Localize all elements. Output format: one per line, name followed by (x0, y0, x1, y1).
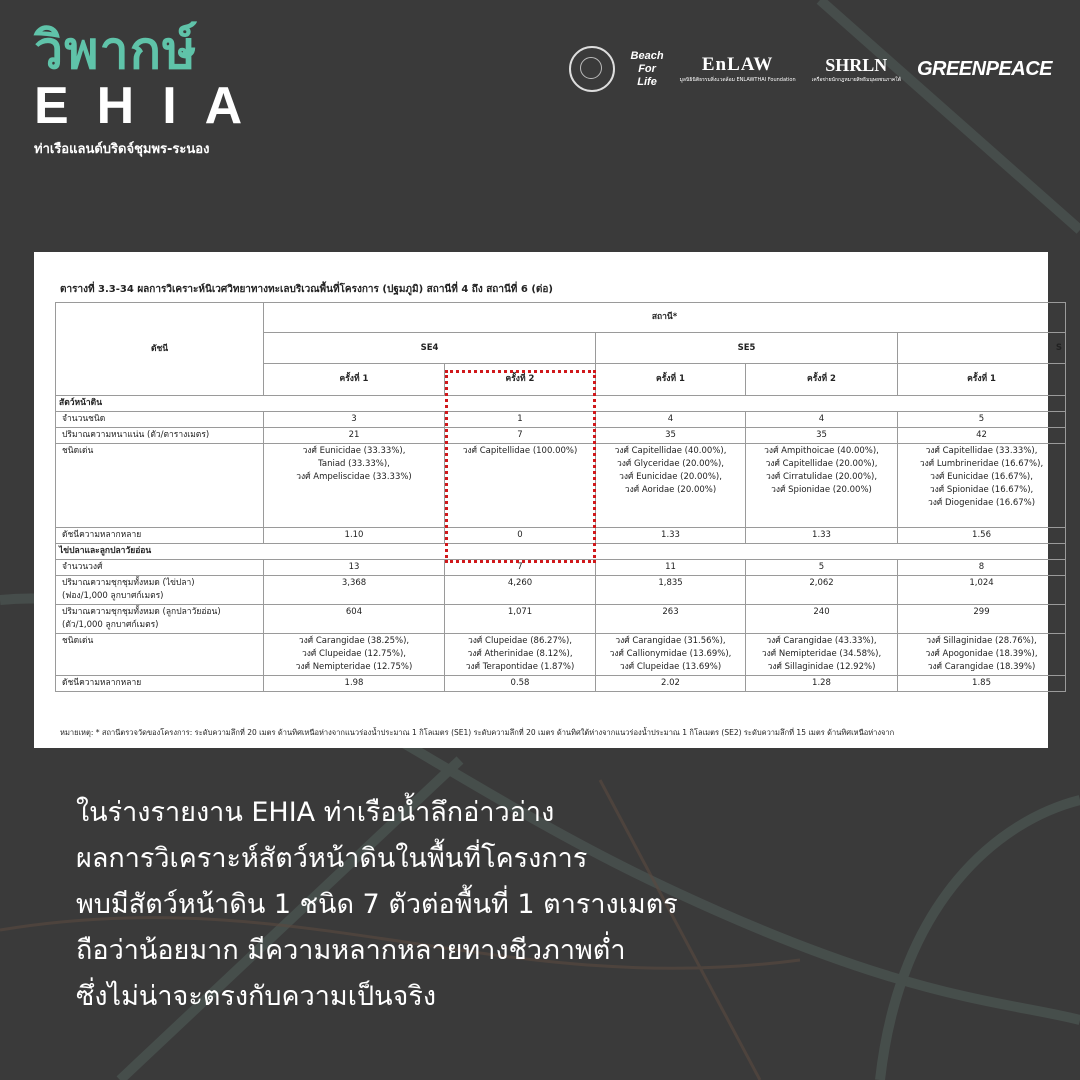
table-row: ปริมาณความชุกชุมทั้งหมด (ไข่ปลา) (ฟอง/1,000 ลูกบาศก์เมตร) 3,368 4,260 1,835 2,062 1,024 (56, 576, 1066, 605)
university-seal-icon (569, 46, 615, 92)
header-round: ครั้งที่ 2 (445, 364, 596, 396)
table-row: ชนิดเด่น วงศ์ Carangidae (38.25%), วงศ์ Clupeidae (12.75%), วงศ์ Nemipteridae (12.75%) วงศ์ Clupeidae (86.27%), วงศ์ Atherinidae (8.12%), วงศ์ Terapontidae (1.87%) วงศ์ Carangidae (31.56%), วงศ์ Callionymidae (13.69%), วงศ์ Clupeidae (13.69%) วงศ์ Carangidae (43.33%), วงศ์ Nemipteridae (34.58%), วงศ์ Sillaginidae (12.92%) วงศ์ Sillaginidae (28.76%), วงศ์ Apogonidae (18.39%), วงศ์ Carangidae (18.39%) (56, 634, 1066, 676)
caption-line: ผลการวิเคราะห์สัตว์หน้าดินในพื้นที่โครงการ (76, 843, 588, 874)
table-row: ดัชนีความหลากหลาย 1.98 0.58 2.02 1.28 1.85 (56, 676, 1066, 692)
section-benthos: สัตว์หน้าดิน (56, 396, 1066, 412)
brand-title-thai: วิพากษ์ (34, 21, 198, 81)
beach-for-life-logo: Beach For Life (630, 49, 664, 88)
header-se4: SE4 (264, 333, 596, 364)
shrln-logo: SHRLN เครือข่ายนักกฎหมายสิทธิมนุษยชนภาคใต้ (811, 54, 901, 83)
caption-line: ซึ่งไม่น่าจะตรงกับความเป็นจริง (76, 981, 437, 1012)
table-row: ดัชนีความหลากหลาย 1.10 0 1.33 1.33 1.56 (56, 528, 1066, 544)
brand-logo (34, 22, 270, 159)
enlaw-logo: EnLAW มูลนิธินิติธรรมสิ่งแวดล้อม ENLAWTHAI Foundation (679, 54, 796, 83)
table-row: จำนวนชนิด 3 1 4 4 5 (56, 412, 1066, 428)
document-table-image (34, 252, 1063, 748)
brand-subtitle: ท่าเรือแลนด์บริดจ์ชุมพร-ระนอง (34, 142, 210, 157)
header-round: ครั้งที่ 1 (264, 364, 445, 396)
caption-line: ถือว่าน้อยมาก มีความหลากหลายทางชีวภาพต่ำ (76, 935, 626, 966)
header-round: ครั้งที่ 2 (746, 364, 898, 396)
header-se6: S (898, 333, 1066, 364)
post-caption (76, 790, 678, 1020)
table-row: ชนิดเด่น วงศ์ Eunicidae (33.33%), Taniad (33.33%), วงศ์ Ampeliscidae (33.33%) วงศ์ Capitellidae (100.00%) วงศ์ Capitellidae (40.00%), วงศ์ Glyceridae (20.00%), วงศ์ Eunicidae (20.00%), วงศ์ Aoridae (20.00%) วงศ์ Ampithoicae (40.00%), วงศ์ Capitellidae (20.00%), วงศ์ Cirratulidae (20.00%), วงศ์ Spionidae (20.00%) วงศ์ Capitellidae (33.33%), วงศ์ Lumbrineridae (16.67%), วงศ์ Eunicidae (16.67%), วงศ์ Spionidae (16.67%), วงศ์ Diogenidae (16.67%) (56, 444, 1066, 528)
table-caption: ตารางที่ 3.3-34 ผลการวิเคราะห์นิเวศวิทยาทางทะเลบริเวณพื้นที่โครงการ (ปฐมภูมิ) สถานีที่ 4 ถึง สถานีที่ 6 (ต่อ) (60, 284, 553, 295)
greenpeace-logo: GREENPEACE (916, 57, 1052, 80)
header-index: ดัชนี (56, 303, 264, 396)
table-row: ปริมาณความหนาแน่น (ตัว/ตารางเมตร) 21 7 35 35 42 (56, 428, 1066, 444)
table-footnote: หมายเหตุ: * สถานีตรวจวัดของโครงการ: ระดับความลึกที่ 20 เมตร ด้านทิศเหนือห่างจากแนวร่องน้ำประมาณ 1 กิโลเมตร (SE1) ระดับความลึกที่ 20 เมตร ด้านทิศใต้ห่างจากแนวร่องน้ำประมาณ 1 กิโลเมตร (SE2) ระดับความลึกที่ 15 เมตร ด้านทิศเหนือห่างจาก (60, 728, 895, 737)
section-fish-larvae: ไข่ปลาและลูกปลาวัยอ่อน (56, 544, 1066, 560)
table-row: จำนวนวงศ์ 13 7 11 5 8 (56, 560, 1066, 576)
brand-title-ehia: EHIA (34, 77, 271, 135)
header-round: ครั้งที่ 1 (596, 364, 746, 396)
header-round: ครั้งที่ 1 (898, 364, 1066, 396)
header-station: สถานี* (264, 303, 1066, 333)
partner-logos (569, 46, 1052, 92)
highlight-box (445, 370, 596, 563)
table-row: ปริมาณความชุกชุมทั้งหมด (ลูกปลาวัยอ่อน) (ตัว/1,000 ลูกบาศก์เมตร) 604 1,071 263 240 299 (56, 605, 1066, 634)
header-se5: SE5 (596, 333, 898, 364)
caption-line: พบมีสัตว์หน้าดิน 1 ชนิด 7 ตัวต่อพื้นที่ 1 ตารางเมตร (76, 889, 678, 920)
caption-line: ในร่างรายงาน EHIA ท่าเรือน้ำลึกอ่าวอ่าง (76, 797, 555, 828)
